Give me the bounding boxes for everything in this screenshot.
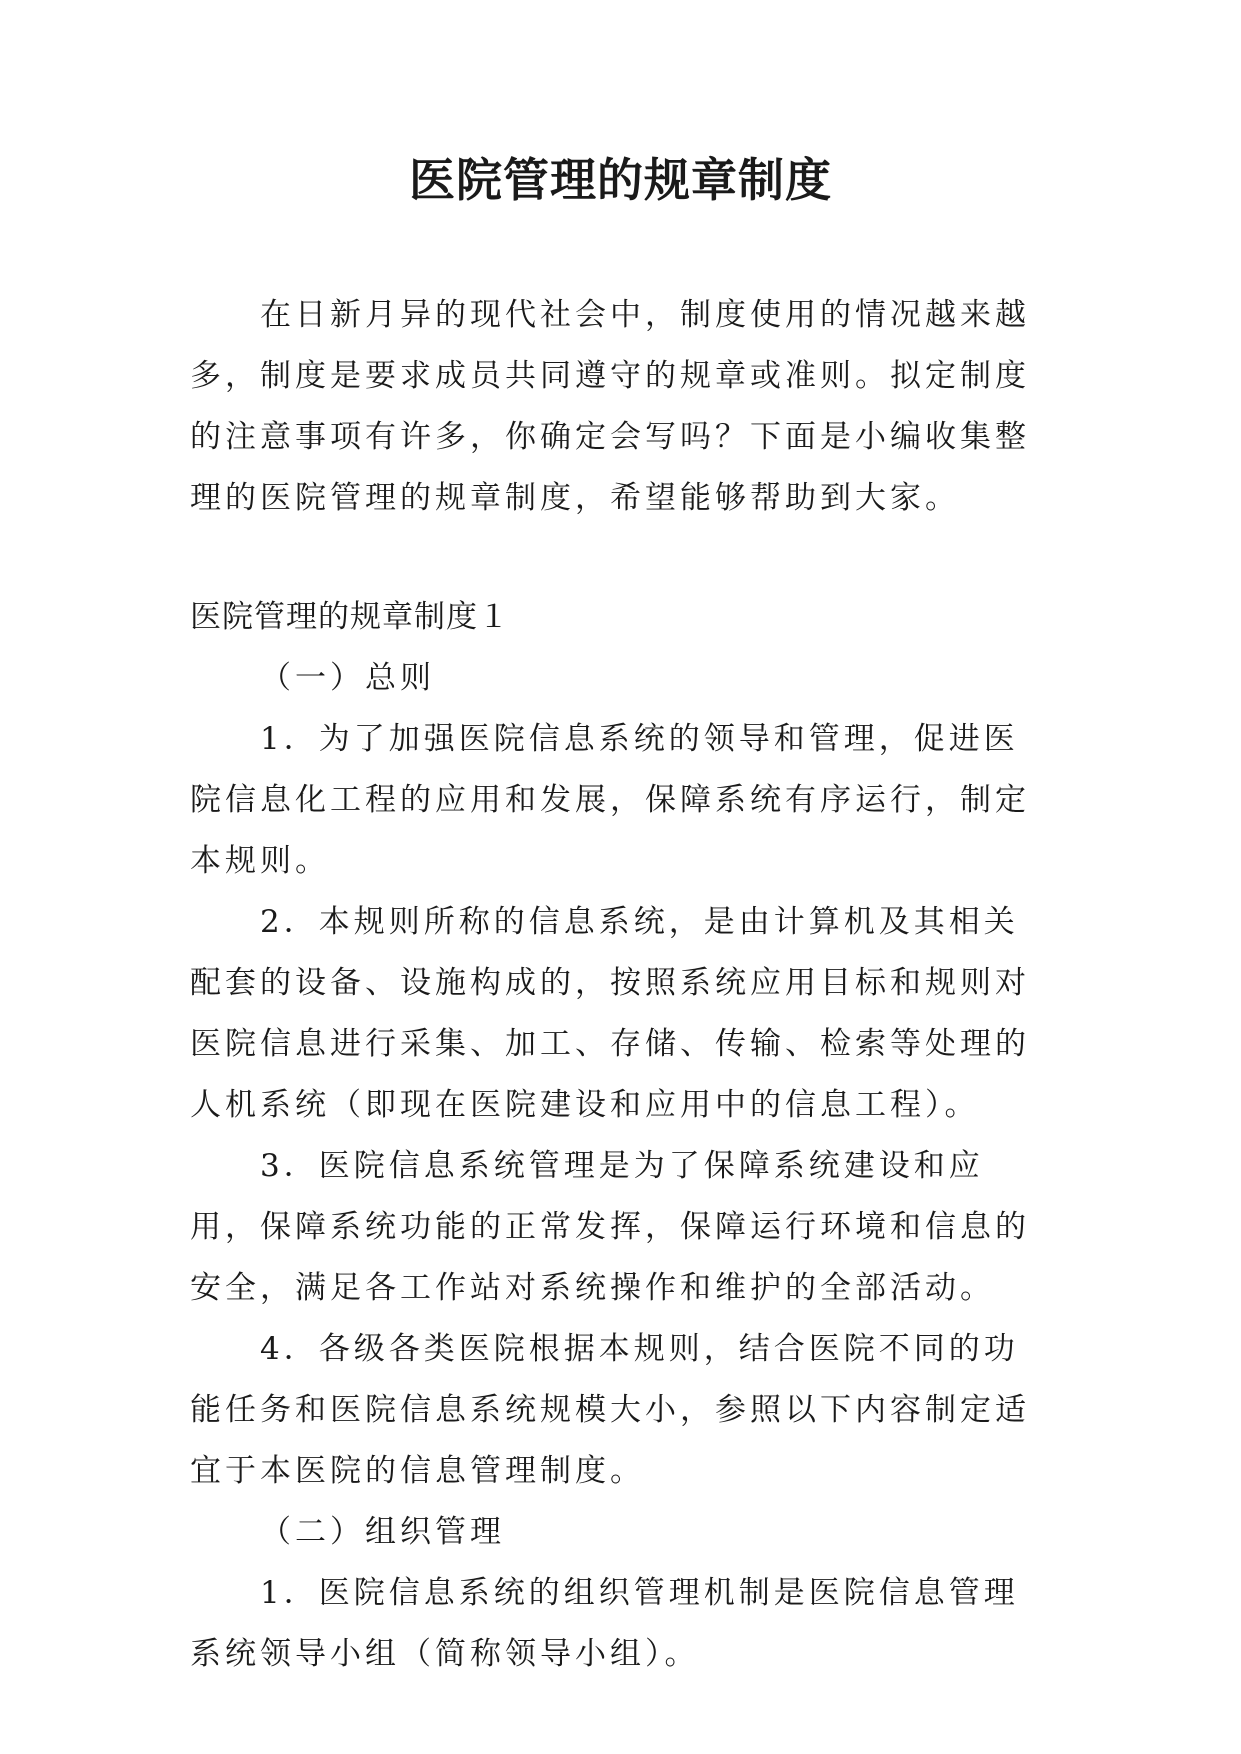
part1-item-1: 1．为了加强医院信息系统的领导和管理，促进医院信息化工程的应用和发展，保障系统有序运行，制定本规则。 [190,721,1030,879]
document-body [190,285,1052,1685]
intro-paragraph: 在日新月异的现代社会中，制度使用的情况越来越多，制度是要求成员共同遵守的规章或准则。拟定制度的注意事项有许多，你确定会写吗？下面是小编收集整理的医院管理的规章制度，希望能够帮助到大家。 [190,297,1030,516]
part1-heading: （一）总则 [260,660,435,696]
part2-heading: （二）组织管理 [260,1514,505,1550]
part1-item-4: 4．各级各类医院根据本规则，结合医院不同的功能任务和医院信息系统规模大小，参照以下内容制定适宜于本医院的信息管理制度。 [190,1331,1030,1489]
part2-item-1: 1．医院信息系统的组织管理机制是医院信息管理系统领导小组（简称领导小组）。 [190,1575,1019,1672]
part1-item-3: 3．医院信息系统管理是为了保障系统建设和应用，保障系统功能的正常发挥，保障运行环境和信息的安全，满足各工作站对系统操作和维护的全部活动。 [190,1148,1030,1306]
section-title: 医院管理的规章制度１ [190,599,510,635]
part1-item-2: 2．本规则所称的信息系统，是由计算机及其相关配套的设备、设施构成的，按照系统应用目标和规则对医院信息进行采集、加工、存储、传输、检索等处理的人机系统（即现在医院建设和应用中的信息工程）。 [190,904,1030,1123]
document-title: 医院管理的规章制度 [409,153,832,207]
